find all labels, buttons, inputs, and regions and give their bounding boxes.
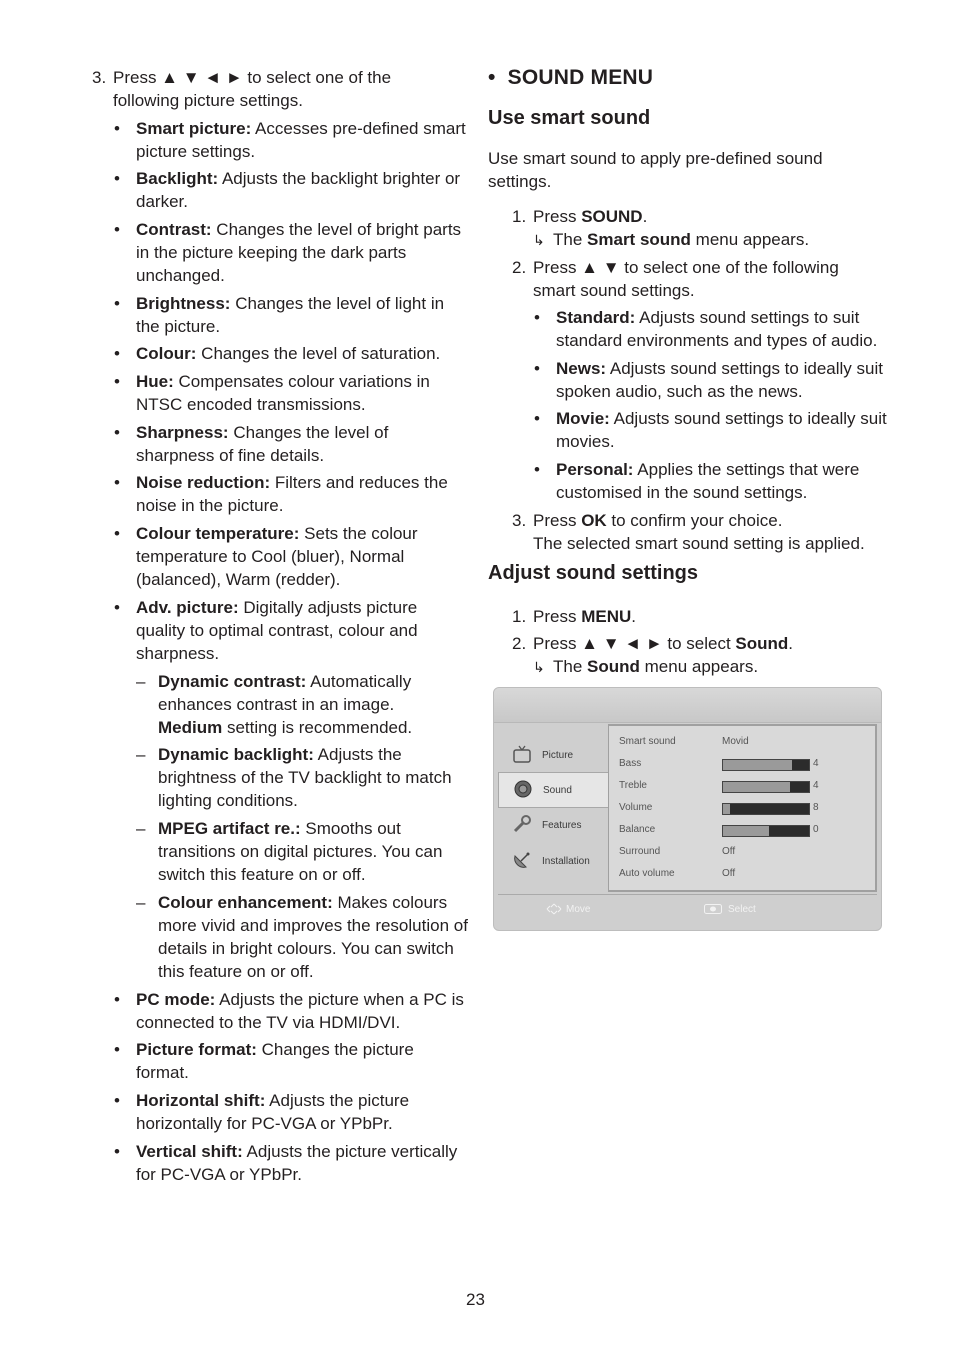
bullet-term: Dynamic contrast: xyxy=(158,672,307,691)
bullet-marker: • xyxy=(534,308,540,327)
step-number: 2. xyxy=(512,258,527,277)
tv-menu-header xyxy=(494,688,881,723)
bullet-text xyxy=(136,990,464,1032)
tv-setting-row[interactable] xyxy=(619,800,869,818)
picture-setting-item xyxy=(114,218,471,287)
bullet-desc: Makes colours more vivid and improves the resolution of details in bright colours. You can switch this feature on or off. xyxy=(158,893,468,981)
footer-select-label: Select xyxy=(728,904,756,915)
setting-level-fill xyxy=(723,826,769,836)
setting-label: Treble xyxy=(619,780,647,791)
step-number: 3. xyxy=(92,68,107,87)
tv-setting-row[interactable] xyxy=(619,822,869,840)
smart-sound-intro: Use smart sound to apply pre-defined sound settings. xyxy=(488,149,823,191)
setting-label: Bass xyxy=(619,758,642,769)
setting-value: Movid xyxy=(722,736,749,747)
setting-value: 8 xyxy=(813,802,819,813)
bullet-term: Colour: xyxy=(136,344,197,363)
picture-setting-item xyxy=(114,342,471,365)
bullet-desc: Applies the settings that were customised in the sound settings. xyxy=(556,460,860,502)
setting-value: Off xyxy=(722,846,736,857)
bullet-desc: Automatically enhances contrast in an image. xyxy=(158,672,412,714)
setting-value: 0 xyxy=(813,824,819,835)
bullet-term: Smart picture: xyxy=(136,119,252,138)
bullet-text xyxy=(136,1091,409,1133)
tv-setting-row[interactable] xyxy=(619,778,869,796)
bullet-text xyxy=(158,672,412,737)
bullet-marker: • xyxy=(114,524,120,543)
setting-level-bar[interactable] xyxy=(722,781,810,793)
bullet-marker: • xyxy=(534,359,540,378)
picture-setting-item xyxy=(114,167,471,213)
bullet-desc: Changes the picture format. xyxy=(136,1040,414,1082)
bullet-marker: • xyxy=(114,344,120,363)
bullet-marker: • xyxy=(114,220,120,239)
satellite-icon xyxy=(512,850,532,870)
footer-move-label: Move xyxy=(566,904,591,915)
tv-setting-row[interactable] xyxy=(619,734,869,752)
bullet-text xyxy=(136,524,418,589)
bullet-text xyxy=(136,473,448,515)
bullet-text xyxy=(136,294,444,336)
sound-menu-heading xyxy=(488,66,653,90)
adv-picture-sub-item xyxy=(136,670,468,739)
bullet-desc: Adjusts the picture horizontally for PC-VGA or YPbPr. xyxy=(136,1091,410,1133)
heading-bullet: • xyxy=(488,66,508,89)
step-text: Press ▲ ▼ ◄ ► to select Sound. xyxy=(533,634,794,653)
tv-setting-row[interactable] xyxy=(619,866,869,884)
move-arrows-icon xyxy=(546,903,562,915)
tv-category-features[interactable]: Features xyxy=(498,808,608,842)
setting-value: 4 xyxy=(813,758,819,769)
bullet-marker: • xyxy=(114,990,120,1009)
setting-label: Balance xyxy=(619,824,656,835)
setting-level-bar[interactable] xyxy=(722,803,810,815)
bullet-marker: • xyxy=(534,409,540,428)
bullet-text xyxy=(136,169,460,211)
bullet-marker: • xyxy=(114,473,120,492)
bullet-desc: Adjusts sound settings to suit standard environments and types of audio. xyxy=(556,308,878,350)
step-result: ↳ The Sound menu appears. xyxy=(533,655,758,679)
use-smart-sound-heading: Use smart sound xyxy=(488,107,651,129)
result-arrow-icon: ↳ xyxy=(533,659,545,675)
bullet-term: Backlight: xyxy=(136,169,219,188)
bullet-desc: Smooths out transitions on digital pictures. You can switch this feature on or off. xyxy=(158,819,443,884)
bullet-text xyxy=(136,423,388,465)
bullet-term-2: Medium xyxy=(158,718,223,737)
bullet-desc: Compensates colour variations in NTSC encoded transmissions. xyxy=(136,372,430,414)
tv-sound-menu-screenshot xyxy=(493,687,882,931)
bullet-marker: – xyxy=(136,819,146,838)
picture-setting-item xyxy=(114,1038,471,1084)
adv-picture-sub-item xyxy=(136,817,468,886)
setting-level-fill xyxy=(723,804,730,814)
tv-menu-footer xyxy=(498,896,877,924)
bullet-marker: • xyxy=(114,1040,120,1059)
bullet-marker: • xyxy=(114,1091,120,1110)
bullet-desc: Adjusts the backlight brighter or darker. xyxy=(136,169,461,211)
bullet-text xyxy=(158,745,452,810)
step-text: Press SOUND. xyxy=(533,207,648,226)
bullet-term: Horizontal shift: xyxy=(136,1091,266,1110)
step-number: 1. xyxy=(512,207,527,226)
bullet-marker: – xyxy=(136,745,146,764)
speaker-icon xyxy=(513,779,533,799)
smart-sound-option xyxy=(534,306,891,352)
picture-setting-item xyxy=(114,292,471,338)
picture-setting-item xyxy=(114,522,471,591)
bullet-desc: Filters and reduces the noise in the picture. xyxy=(136,473,448,515)
tv-setting-row[interactable] xyxy=(619,844,869,862)
bullet-text xyxy=(136,1040,414,1082)
step-result-text: The selected smart sound setting is applied. xyxy=(533,534,865,553)
bullet-desc: Adjusts the picture vertically for PC-VGA or YPbPr. xyxy=(136,1142,458,1184)
bullet-term: Sharpness: xyxy=(136,423,229,442)
bullet-desc: Sets the colour temperature to Cool (bluer), Normal (balanced), Warm (redder). xyxy=(136,524,418,589)
bullet-desc: Adjusts the brightness of the TV backlight to match lighting conditions. xyxy=(158,745,452,810)
smart-sound-option xyxy=(534,357,891,403)
bullet-marker: • xyxy=(114,119,120,138)
bullet-term: Dynamic backlight: xyxy=(158,745,314,764)
picture-setting-item xyxy=(114,596,471,665)
tv-category-list xyxy=(498,724,608,884)
setting-value: 4 xyxy=(813,780,819,791)
step-text: Press MENU. xyxy=(533,607,636,626)
bullet-marker: – xyxy=(136,672,146,691)
bullet-term: Colour enhancement: xyxy=(158,893,333,912)
bullet-text xyxy=(136,1142,457,1184)
step-number: 3. xyxy=(512,511,527,530)
bullet-text xyxy=(136,220,461,285)
bullet-desc-2: setting is recommended. xyxy=(222,718,413,737)
bullet-term: MPEG artifact re.: xyxy=(158,819,301,838)
picture-setting-item xyxy=(114,117,471,163)
setting-level-bar[interactable] xyxy=(722,759,810,771)
bullet-desc: Adjusts sound settings to ideally suit spoken audio, such as the news. xyxy=(556,359,883,401)
picture-setting-item xyxy=(114,988,471,1034)
step-number: 1. xyxy=(512,607,527,626)
tv-setting-row[interactable] xyxy=(619,756,869,774)
bullet-term: PC mode: xyxy=(136,990,216,1009)
picture-setting-item xyxy=(114,471,471,517)
bullet-text xyxy=(556,359,883,401)
tv-category-picture[interactable]: Picture xyxy=(498,738,608,772)
bullet-term: Standard: xyxy=(556,308,636,327)
bullet-term: Contrast: xyxy=(136,220,212,239)
setting-level-bar[interactable] xyxy=(722,825,810,837)
adv-picture-sub-item xyxy=(136,891,468,983)
bullet-term: Hue: xyxy=(136,372,174,391)
step-number: 2. xyxy=(512,634,527,653)
bullet-term: Adv. picture: xyxy=(136,598,239,617)
tv-category-sound[interactable]: Sound xyxy=(498,772,609,808)
setting-value: Off xyxy=(722,868,736,879)
bullet-term: Movie: xyxy=(556,409,610,428)
step-text: Press OK to confirm your choice. xyxy=(533,511,783,530)
setting-label: Auto volume xyxy=(619,868,675,879)
bullet-term: Brightness: xyxy=(136,294,231,313)
bullet-marker: • xyxy=(114,598,120,617)
bullet-desc: Changes the level of saturation. xyxy=(196,344,441,363)
smart-sound-option xyxy=(534,407,891,453)
bullet-marker: • xyxy=(114,1142,120,1161)
bullet-marker: • xyxy=(114,423,120,442)
step-text: Press ▲ ▼ ◄ ► to select one of the following picture settings. xyxy=(113,68,392,110)
bullet-desc: Accesses pre-defined smart picture settings. xyxy=(136,119,466,161)
bullet-text xyxy=(136,372,430,414)
result-arrow-icon: ↳ xyxy=(533,232,545,248)
picture-setting-item xyxy=(114,1140,471,1186)
picture-setting-item xyxy=(114,421,471,467)
setting-label: Surround xyxy=(619,846,661,857)
setting-level-fill xyxy=(723,760,792,770)
picture-setting-item xyxy=(114,370,471,416)
bullet-term: Colour temperature: xyxy=(136,524,300,543)
step-result: ↳ The Smart sound menu appears. xyxy=(533,228,809,252)
bullet-marker: • xyxy=(114,294,120,313)
bullet-desc: Adjusts the picture when a PC is connected to the TV via HDMI/DVI. xyxy=(136,990,464,1032)
bullet-marker: • xyxy=(534,460,540,479)
tv-footer-divider xyxy=(498,894,877,895)
bullet-marker: – xyxy=(136,893,146,912)
bullet-desc: Changes the level of sharpness of fine details. xyxy=(136,423,389,465)
bullet-marker: • xyxy=(114,372,120,391)
step-text: Press ▲ ▼ to select one of the following smart sound settings. xyxy=(533,258,839,300)
bullet-desc: Digitally adjusts picture quality to optimal contrast, colour and sharpness. xyxy=(136,598,418,663)
smart-sound-option xyxy=(534,458,891,504)
setting-level-fill xyxy=(723,782,790,792)
tv-icon xyxy=(512,744,532,764)
bullet-marker: • xyxy=(114,169,120,188)
bullet-term: Personal: xyxy=(556,460,634,479)
adjust-sound-heading: Adjust sound settings xyxy=(488,562,698,584)
tv-category-installation[interactable]: Installation xyxy=(498,844,608,878)
section-title: SOUND MENU xyxy=(507,66,654,89)
tv-sound-settings-panel xyxy=(608,724,877,892)
ok-button-icon xyxy=(704,904,722,914)
bullet-desc: Changes the level of bright parts in the picture keeping the dark parts unchanged. xyxy=(136,220,462,285)
bullet-term: Vertical shift: xyxy=(136,1142,243,1161)
wrench-icon xyxy=(512,814,532,834)
bullet-term: Picture format: xyxy=(136,1040,257,1059)
setting-label: Smart sound xyxy=(619,736,676,747)
bullet-desc: Changes the level of light in the picture. xyxy=(136,294,445,336)
picture-setting-item xyxy=(114,1089,471,1135)
bullet-term: News: xyxy=(556,359,607,378)
bullet-term: Noise reduction: xyxy=(136,473,271,492)
bullet-text xyxy=(556,409,887,451)
bullet-text xyxy=(136,598,418,663)
bullet-desc: Adjusts sound settings to ideally suit movies. xyxy=(556,409,887,451)
setting-label: Volume xyxy=(619,802,653,813)
bullet-text xyxy=(556,308,877,350)
bullet-text xyxy=(136,344,440,363)
bullet-text xyxy=(158,893,468,981)
bullet-text xyxy=(556,460,859,502)
bullet-text xyxy=(136,119,466,161)
page-number: 23 xyxy=(466,1290,485,1309)
adv-picture-sub-item xyxy=(136,743,468,812)
bullet-text xyxy=(158,819,442,884)
